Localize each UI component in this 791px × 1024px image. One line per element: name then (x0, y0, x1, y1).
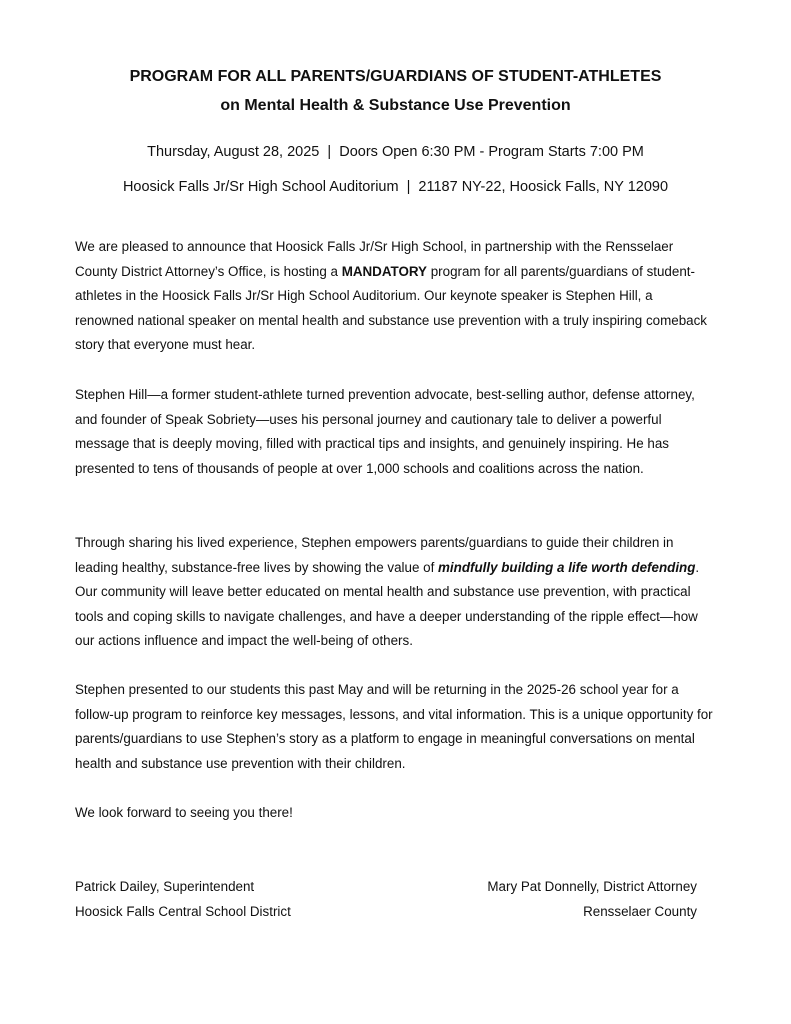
signature-district-attorney (487, 874, 697, 924)
document-title (0, 62, 791, 120)
life-worth-defending-emphasis: mindfully building a life worth defending (438, 559, 696, 575)
p4-text: Stephen presented to our students this past May and will be returning in the 2025-26 school year for a follow-up program to reinforce key messages, lessons, and vital information. This is a unique opportunity for parents/guardians to use Stephen’s story as a platform to engage in meaningful conversations on mental health and substance use prevention with their children. (75, 682, 713, 771)
signature-right-name: Mary Pat Donnelly, District Attorney (487, 879, 697, 894)
paragraph-empowerment (75, 531, 715, 654)
signature-superintendent (75, 874, 291, 924)
paragraph-announcement (75, 235, 715, 358)
p3-text-b: . Our community will leave better educated on mental health and substance use prevention, with practical tools and coping skills to navigate challenges, and have a deeper understanding of the ripple effect—how our actions influence and impact the well-being of others. (75, 559, 700, 648)
title-line-2: on Mental Health & Substance Use Prevention (220, 97, 571, 114)
event-location: Hoosick Falls Jr/Sr High School Auditorium | 21187 NY-22, Hoosick Falls, NY 12090 (122, 179, 669, 195)
event-datetime: Thursday, August 28, 2025 | Doors Open 6:30 PM - Program Starts 7:00 PM (147, 144, 644, 160)
paragraph-closing (75, 801, 715, 826)
mandatory-emphasis: MANDATORY (341, 263, 427, 279)
p2-text: Stephen Hill—a former student-athlete turned prevention advocate, best-selling author, defense attorney, and founder of Speak Sobriety—uses his personal journey and cautionary tale to deliver a powerful message that is deeply moving, filled with practical tips and insights, and genuinely inspiring. He has presented to tens of thousands of people at over 1,000 schools and coalitions across the nation. (75, 387, 695, 476)
paragraph-speaker-bio (75, 383, 715, 481)
p3-text-a: Through sharing his lived experience, Stephen empowers parents/guardians to guide their children in leading healthy, substance-free lives by showing the value of (75, 535, 674, 575)
paragraph-followup (75, 678, 715, 776)
p1-text-b: program for all parents/guardians of student-athletes in the Hoosick Falls Jr/Sr High School Auditorium. Our keynote speaker is Stephen Hill, a renowned national speaker on mental health and substance use prevention with a truly inspiring comeback story that everyone must hear. (75, 263, 707, 352)
signature-left-org: Hoosick Falls Central School District (75, 904, 291, 919)
signature-right-org: Rensselaer County (583, 904, 697, 919)
p5-text: We look forward to seeing you there! (75, 805, 293, 820)
p1-text-a: We are pleased to announce that Hoosick Falls Jr/Sr High School, in partnership with the Rensselaer County District Attorney’s Office, is hosting a (75, 239, 674, 279)
signature-left-name: Patrick Dailey, Superintendent (75, 879, 255, 894)
title-line-1: PROGRAM FOR ALL PARENTS/GUARDIANS OF STUDENT-ATHLETES (129, 68, 662, 85)
